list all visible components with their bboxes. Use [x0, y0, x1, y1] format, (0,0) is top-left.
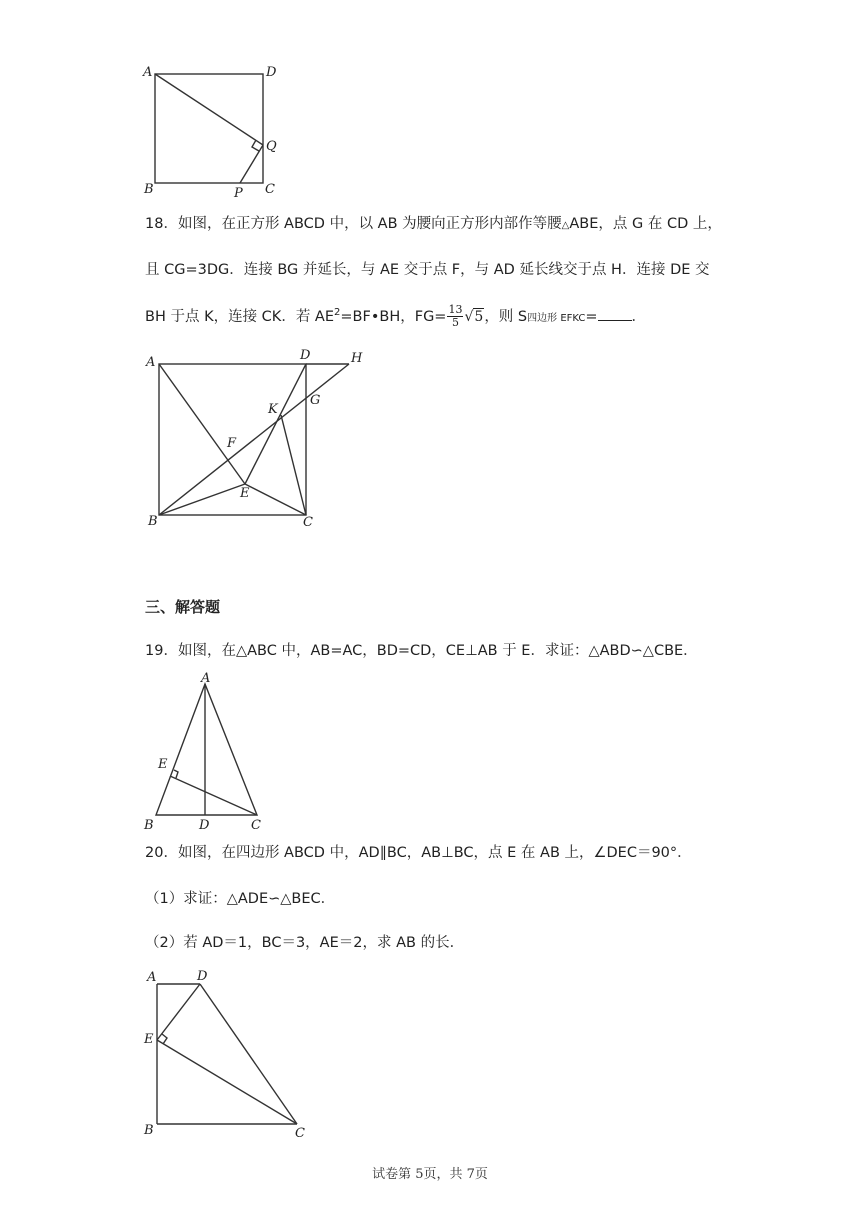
label-d: D: [199, 818, 210, 833]
label-a: A: [143, 65, 153, 80]
q20-part2: （2）若 AD＝1，BC＝3，AE＝2，求 AB 的长．: [145, 935, 465, 951]
label-e: E: [240, 486, 250, 501]
q19-text: 19．如图，在△ABC 中，AB=AC，BD=CD，CE⊥AB 于 E．求证：△ABD∽△CBE．: [145, 643, 698, 659]
fraction-13-5: $\frac{13}{5}$: [448, 303, 463, 330]
label-b: B: [148, 514, 158, 529]
label-d: D: [300, 348, 311, 363]
segment-qp: [240, 145, 263, 183]
triangle-symbol: △: [561, 220, 570, 231]
segment-aq: [155, 74, 263, 145]
label-a: A: [147, 970, 157, 985]
q18-line2: 且 CG=3DG．连接 BG 并延长，与 AE 交于点 F，与 AD 延长线交于点 H．连接 DE 交: [145, 262, 710, 278]
label-c: C: [265, 182, 275, 197]
triangle-abc: [156, 684, 257, 815]
segment-bh: [159, 364, 349, 515]
segment-ae: [159, 364, 245, 484]
label-c: C: [295, 1126, 305, 1141]
label-c: C: [303, 515, 313, 530]
label-c: C: [251, 818, 261, 833]
figure-19-triangle: [140, 672, 280, 834]
label-f: F: [227, 436, 237, 451]
label-b: B: [144, 182, 154, 197]
label-e: E: [158, 757, 168, 772]
segment-ed: [157, 984, 200, 1040]
figure-17-square: [140, 60, 290, 202]
label-d: D: [266, 65, 277, 80]
label-p: P: [234, 186, 243, 201]
segment-de: [245, 364, 306, 484]
label-d: D: [197, 969, 208, 984]
segment-kc: [281, 415, 306, 515]
answer-blank[interactable]: [598, 308, 632, 321]
segment-ec: [157, 1040, 297, 1124]
right-angle-mark: [162, 1034, 167, 1044]
figure-20-quadrilateral: [140, 966, 320, 1146]
square-abcd: [155, 74, 263, 183]
label-k: K: [268, 402, 278, 417]
label-g: G: [310, 393, 321, 408]
segment-ec: [245, 484, 306, 515]
q20-part1: （1）求证：△ADE∽△BEC．: [145, 891, 336, 907]
q18-line3: BH 于点 K，连接 CK．若 $AE^2=BF•BH$，FG= $\frac{13}{5}$ √5，则 S四边形 EFKC= ．: [145, 303, 647, 330]
right-angle-mark: [174, 770, 178, 778]
label-h: H: [351, 351, 363, 366]
sqrt-5: √5: [464, 308, 484, 325]
q18-line1: 18．如图，在正方形 ABCD 中，以 AB 为腰向正方形内部作等腰△ABE，点 G 在 CD 上，: [145, 216, 722, 232]
label-e: E: [144, 1032, 154, 1047]
segment-dc: [200, 984, 297, 1124]
label-q: Q: [266, 139, 277, 154]
label-b: B: [144, 818, 154, 833]
q20-text: 20．如图，在四边形 ABCD 中，AD∥BC，AB⊥BC，点 E 在 AB 上，∠DEC＝90°．: [145, 845, 692, 861]
section-heading: 三、解答题: [145, 598, 221, 616]
label-b: B: [144, 1123, 154, 1138]
label-a: A: [146, 355, 156, 370]
page-footer: 试卷第 5页，共 7页: [372, 1167, 488, 1182]
label-a: A: [201, 671, 211, 686]
segment-be: [159, 484, 245, 515]
figure-18-square: [140, 345, 380, 535]
